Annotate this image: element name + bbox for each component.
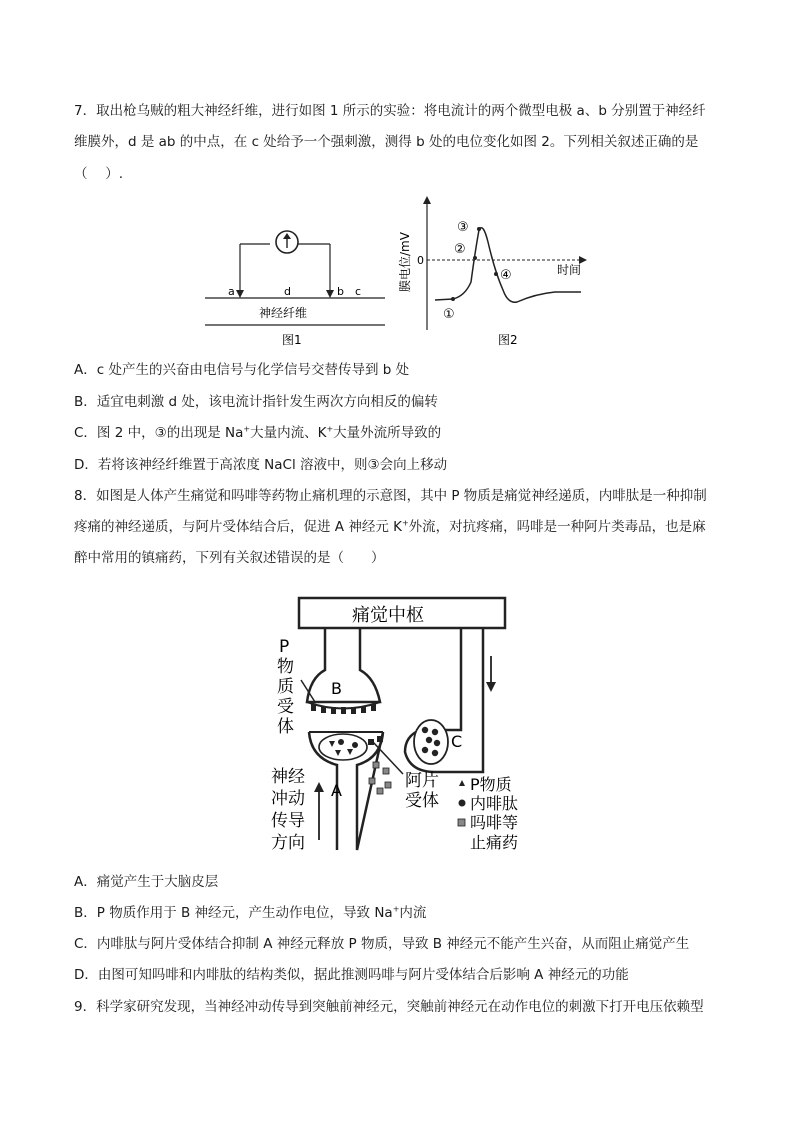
- fig2-ylabel: 膜电位/mV: [398, 232, 412, 292]
- fig2-xlabel: 时间: [557, 263, 582, 277]
- fig1-caption: 图1: [282, 333, 302, 347]
- q8-stem-line-1: 8．如图是人体产生痛觉和吗啡等药物止痛机理的示意图，其中 P 物质是痛觉神经递质，内啡肽是一种抑制: [74, 488, 707, 504]
- pain-center-label: 痛觉中枢: [352, 605, 424, 626]
- legend-p-substance: P物质: [470, 775, 512, 794]
- opioid-receptor-label-1: 阿片: [405, 771, 439, 791]
- fig2-caption: 图2: [498, 333, 518, 347]
- endorphin-legend-icon: [459, 800, 466, 807]
- figure-1-galvanometer: [195, 220, 395, 350]
- direction-label-4: 方向: [271, 833, 305, 853]
- fig1-label-a: a: [228, 285, 235, 298]
- q8-stem-line-3: 醉中常用的镇痛药，下列有关叙述错误的是（ ）: [74, 550, 385, 566]
- q8-option-d: D．由图可知吗啡和内啡肽的结构类似，据此推测吗啡与阿片受体结合后影响 A 神经元的功能: [74, 967, 629, 983]
- q7-option-b: B．适宜电刺激 d 处，该电流计指针发生两次方向相反的偏转: [74, 394, 438, 410]
- legend-painkiller: 止痛药: [470, 833, 519, 852]
- direction-label-2: 冲动: [271, 789, 305, 809]
- fig1-fiber-label: 神经纤维: [259, 306, 308, 320]
- q8-stem-line-2: 疼痛的神经递质，与阿片受体结合后，促进 A 神经元 K+外流，对抗疼痛，吗啡是一种阿片类毒品，也是麻: [74, 518, 706, 535]
- p-receptor-label-4: 受: [277, 697, 294, 717]
- fig2-point-1: ①: [443, 307, 455, 322]
- q7-stem-line-1: 7．取出枪乌贼的粗大神经纤维，进行如图 1 所示的实验：将电流计的两个微型电极 a、b 分别置于神经纤: [74, 103, 706, 119]
- legend-morphine: 吗啡等: [470, 813, 519, 832]
- fig1-label-d: d: [284, 285, 291, 298]
- q7-option-c: C．图 2 中，③的出现是 Na+大量内流、K+大量外流所导致的: [74, 424, 442, 441]
- fig2-point-2: ②: [454, 242, 466, 257]
- morphine-legend-icon: [458, 819, 465, 826]
- fig2-point-3: ③: [457, 220, 469, 235]
- fig1-label-c: c: [355, 285, 362, 298]
- direction-label-3: 传导: [271, 811, 305, 831]
- p-receptor-label-3: 质: [277, 677, 294, 697]
- fig2-point-4: ④: [500, 268, 512, 283]
- fig1-label-b: b: [337, 285, 344, 298]
- q7-option-a: A．c 处产生的兴奋由电信号与化学信号交替传导到 b 处: [74, 362, 410, 378]
- fig2-zero: 0: [417, 254, 424, 267]
- legend-endorphin: 内啡肽: [470, 794, 519, 813]
- direction-label-1: 神经: [271, 767, 305, 787]
- figure-pain-mechanism: [265, 590, 545, 860]
- neuron-a-label: A: [331, 781, 342, 800]
- q7-option-d: D．若将该神经纤维置于高浓度 NaCl 溶液中，则③会向上移动: [74, 457, 448, 473]
- p-substance-legend-icon: [459, 780, 465, 786]
- neuron-c-label: C: [451, 732, 463, 751]
- q8-option-a: A．痛觉产生于大脑皮层: [74, 874, 219, 890]
- p-receptor-label-1: P: [279, 637, 290, 657]
- p-receptor-label-5: 体: [277, 717, 294, 737]
- q8-option-c: C．内啡肽与阿片受体结合抑制 A 神经元释放 P 物质，导致 B 神经元不能产生兴奋，从而阻止痛觉产生: [74, 936, 690, 952]
- q7-stem-line-2: 维膜外，d 是 ab 的中点，在 c 处给予一个强刺激，测得 b 处的电位变化如图 2。下列相关叙述正确的是: [74, 134, 699, 150]
- opioid-receptor-label-2: 受体: [405, 791, 439, 811]
- p-receptor-label-2: 物: [277, 657, 294, 677]
- q7-stem-line-3: （ ）.: [74, 166, 124, 182]
- figure-2-potential-curve: [395, 192, 595, 350]
- q8-option-b: B．P 物质作用于 B 神经元，产生动作电位，导致 Na+内流: [74, 904, 427, 921]
- neuron-b-label: B: [331, 679, 342, 698]
- q9-stem: 9．科学家研究发现，当神经冲动传导到突触前神经元，突触前神经元在动作电位的刺激下打开电压依赖型: [74, 999, 704, 1015]
